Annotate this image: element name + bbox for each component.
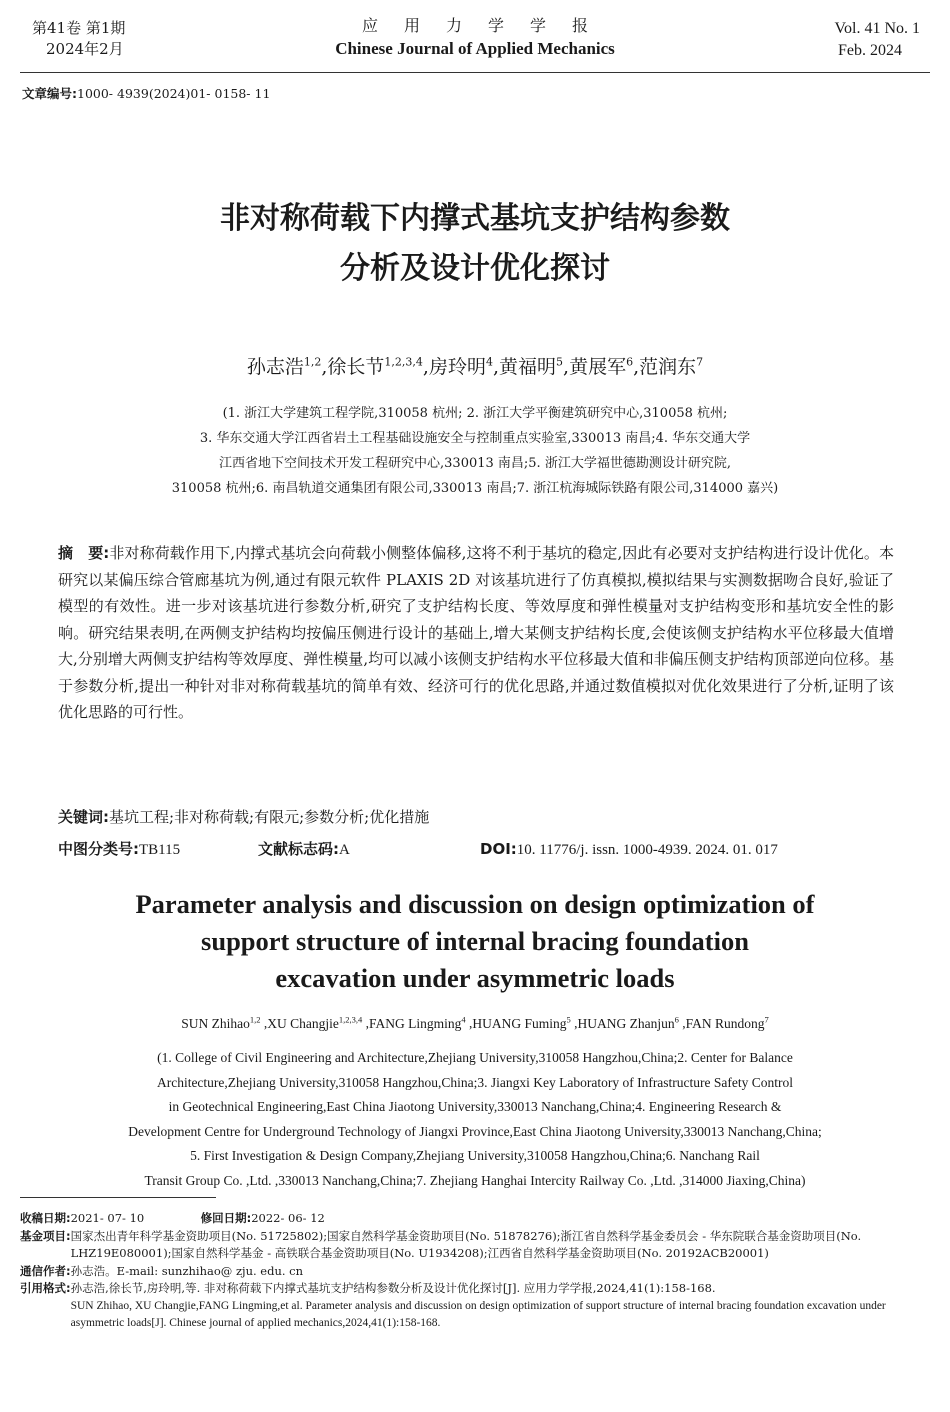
author-name: 黄福明 <box>499 356 557 378</box>
journal-name <box>0 14 950 60</box>
author-name: HUANG Zhanjun <box>577 1015 675 1031</box>
title-en-line1: Parameter analysis and discussion on design optimization of <box>135 889 815 919</box>
affiliation-line-en: Development Centre for Underground Technology of Jiangxi Province,East China Jiaotong University,330013 Nanchang,China; <box>128 1123 822 1139</box>
affiliation-line: 310058 杭州;6. 南昌轨道交通集团有限公司,330013 南昌;7. 浙江杭海城际铁路有限公司,314000 嘉兴) <box>171 481 779 496</box>
paper-title-cn <box>0 194 950 294</box>
dates-row <box>20 1210 930 1228</box>
author <box>499 356 563 378</box>
author-name: 孙志浩 <box>246 356 304 378</box>
doc-code-label: 文献标志码: <box>258 840 339 858</box>
doi-label: DOI: <box>480 840 517 858</box>
author-affiliation-mark: 5 <box>566 1014 571 1024</box>
author-affiliation-mark: 1,2 <box>303 355 322 369</box>
author <box>369 1016 466 1031</box>
author <box>639 356 703 378</box>
corresponding-label: 通信作者: <box>20 1263 71 1278</box>
citation-label: 引用格式: <box>20 1281 71 1295</box>
keywords-text: 基坑工程;非对称荷载;有限元;参数分析;优化措施 <box>109 808 430 826</box>
article-number-value: 1000- 4939(2024)01- 0158- 11 <box>77 86 271 101</box>
affiliation-line-en: Architecture,Zhejiang University,310058 Hangzhou,China;3. Jiangxi Key Laboratory of Infrastructure Safety Control <box>156 1074 794 1090</box>
title-en-line2: support structure of internal bracing foundation <box>201 926 749 956</box>
affiliations-cn <box>40 401 910 501</box>
author <box>472 1016 570 1031</box>
footnote-divider <box>20 1197 216 1198</box>
citation-cn: 孙志浩,徐长节,房玲明,等. 非对称荷载下内撑式基坑支护结构参数分析及设计优化探讨[J]. 应用力学学报,2024,41(1):158-168. <box>70 1281 716 1295</box>
abstract <box>58 540 894 726</box>
corresponding-text: 孙志浩。E-mail: sunzhihao@ zju. edu. cn <box>70 1263 304 1278</box>
keywords <box>58 806 429 827</box>
corresponding-row <box>20 1263 930 1281</box>
author-list-cn: 孙志浩$^{1,2}$,徐长节$^{1,2,3,4}$,房玲明$^4$,黄福明$^5$,黄展军$^6$,范润东$^7$ <box>246 355 704 378</box>
classification-info <box>58 838 898 859</box>
author <box>578 1016 679 1031</box>
title-en-line3: excavation under asymmetric loads <box>275 963 675 993</box>
fund-label: 基金项目: <box>20 1228 71 1243</box>
author-name: 房玲明 <box>428 356 486 378</box>
author-affiliation-mark: 1,2,3,4 <box>384 355 423 369</box>
fund-row <box>20 1228 930 1263</box>
author <box>686 1016 769 1031</box>
author-affiliation-mark: 4 <box>485 355 493 369</box>
author-name: FAN Rundong <box>685 1015 765 1031</box>
received-date: 2021- 07- 10 <box>70 1211 145 1225</box>
affiliation-line-en: in Geotechnical Engineering,East China Jiaotong University,330013 Nanchang,China;4. Engineering Research & <box>168 1099 782 1115</box>
author <box>267 1016 362 1031</box>
fund-text: 国家杰出青年科学基金资助项目(No. 51725802);国家自然科学基金资助项目(No. 51878276);浙江省自然科学基金委员会 - 华东院联合基金资助项目(No. LHZ19E080001);国家自然科学基金 - 高铁联合基金资助项目(No. U1934208);江西省自然科学基金资助项目(No. 20192ACB20001) <box>70 1228 862 1260</box>
footnotes <box>20 1210 930 1333</box>
author-name: 黄展军 <box>569 356 627 378</box>
title-cn-line1: 非对称荷载下内撑式基坑支护结构参数 <box>220 201 730 236</box>
author-affiliation-mark: 4 <box>461 1014 466 1024</box>
clc-label: 中图分类号: <box>58 840 139 858</box>
author-name: 徐长节 <box>327 356 385 378</box>
author-affiliation-mark: 6 <box>674 1014 679 1024</box>
author <box>569 356 633 378</box>
author-affiliation-mark: 6 <box>626 355 634 369</box>
affiliation-line: (1. 浙江大学建筑工程学院,310058 杭州; 2. 浙江大学平衡建筑研究中心,310058 杭州; <box>222 406 728 421</box>
author-affiliation-mark: 7 <box>764 1014 769 1024</box>
doc-code-value: A <box>339 842 350 858</box>
journal-name-en: Chinese Journal of Applied Mechanics <box>335 39 615 58</box>
citation-en: SUN Zhihao, XU Changjie,FANG Lingming,et al. Parameter analysis and discussion on design optimization of support structure of internal bracing foundation excavation under asymmetric loads[J]. Chinese journal of applied mechanics,2024,41(1):158-168. <box>70 1299 886 1329</box>
paper-title-en <box>0 886 950 997</box>
doi-field <box>480 840 778 859</box>
article-number <box>22 84 270 102</box>
issue-date: 2024年2月 <box>46 40 124 58</box>
revised-date: 2022- 06- 12 <box>251 1211 325 1225</box>
issue-date-en: Feb. 2024 <box>838 42 902 59</box>
affiliation-line-en: Transit Group Co. ,Ltd. ,330013 Nanchang,China;7. Zhejiang Hanghai Intercity Railway Co. ,Ltd. ,314000 Jiaxing,China) <box>144 1172 806 1188</box>
volume-issue: 第41卷 第1期 <box>32 19 126 37</box>
journal-volume-en <box>835 18 921 62</box>
doc-code-field <box>258 838 480 859</box>
affiliations-en <box>20 1046 930 1194</box>
received-label: 收稿日期: <box>20 1211 71 1225</box>
author-name: FANG Lingming <box>368 1015 462 1031</box>
affiliation-line-en: 5. First Investigation & Design Company,Zhejiang University,310058 Hangzhou,China;6. Nanchang Rail <box>190 1148 760 1164</box>
author <box>247 356 322 378</box>
article-number-label: 文章编号: <box>22 86 77 101</box>
volume-number-en: Vol. 41 No. 1 <box>834 20 920 37</box>
author-name: 范润东 <box>639 356 697 378</box>
author-name: SUN Zhihao <box>181 1015 250 1031</box>
author-name: HUANG Fuming <box>472 1015 567 1031</box>
author-affiliation-mark: 5 <box>556 355 564 369</box>
affiliation-line: 江西省地下空间技术开发工程研究中心,330013 南昌;5. 浙江大学福世德勘测设计研究院, <box>219 456 731 471</box>
author <box>429 356 493 378</box>
keywords-label: 关键词: <box>58 808 109 826</box>
clc-field <box>58 838 258 859</box>
citation-row <box>20 1280 930 1333</box>
author-list-en: SUN Zhihao$^{1,2}$ ,XU Changjie$^{1,2,3,4}$ ,FANG Lingming$^4$ ,HUANG Fuming$^5$ ,HUANG Zhanjun$^6$ ,FAN Rundong$^7$ <box>181 1014 769 1031</box>
revised-label: 修回日期: <box>200 1211 252 1225</box>
author-affiliation-mark: 1,2 <box>249 1014 261 1024</box>
author-name: XU Changjie <box>267 1015 339 1031</box>
affiliation-line-en: (1. College of Civil Engineering and Architecture,Zhejiang University,310058 Hangzhou,China;2. Center for Balance <box>157 1050 793 1065</box>
author <box>327 356 423 378</box>
abstract-label: 摘 要: <box>58 544 110 562</box>
doi-value: 10. 11776/j. issn. 1000-4939. 2024. 01. 017 <box>516 842 778 858</box>
author <box>181 1016 260 1031</box>
author-affiliation-mark: 7 <box>696 355 704 369</box>
abstract-text: 非对称荷载作用下,内撑式基坑会向荷载小侧整体偏移,这将不利于基坑的稳定,因此有必要对支护结构进行设计优化。本研究以某偏压综合管廊基坑为例,通过有限元软件 PLAXIS 2D 对该基坑进行了仿真模拟,模拟结果与实测数据吻合良好,验证了模型的有效性。进一步对该基坑进行参数分析,研究了支护结构长度、等效厚度和弹性模量对支护结构变形和基坑安全性的影响。研究结果表明,在两侧支护结构均按偏压侧进行设计的基础上,增大某侧支护结构长度,会使该侧支护结构水平位移最大值增大,分别增大两侧支护结构等效厚度、弹性模量,均可以减小该侧支护结构水平位移最大值和非偏压侧支护结构顶部逆向位移。基于参数分析,提出一种针对非对称荷载基坑的简单有效、经济可行的优化思路,并通过数值模拟对优化效果进行了分析,证明了该优化思路的可行性。 <box>58 544 895 721</box>
affiliation-line: 3. 华东交通大学江西省岩土工程基础设施安全与控制重点实验室,330013 南昌;4. 华东交通大学 <box>199 431 751 446</box>
header-divider <box>20 72 930 73</box>
clc-value: TB115 <box>139 842 181 858</box>
title-cn-line2: 分析及设计优化探讨 <box>340 251 610 286</box>
citation-body <box>71 1280 930 1333</box>
author-affiliation-mark: 1,2,3,4 <box>338 1014 363 1024</box>
journal-name-cn: 应用力学学报 <box>361 16 614 35</box>
